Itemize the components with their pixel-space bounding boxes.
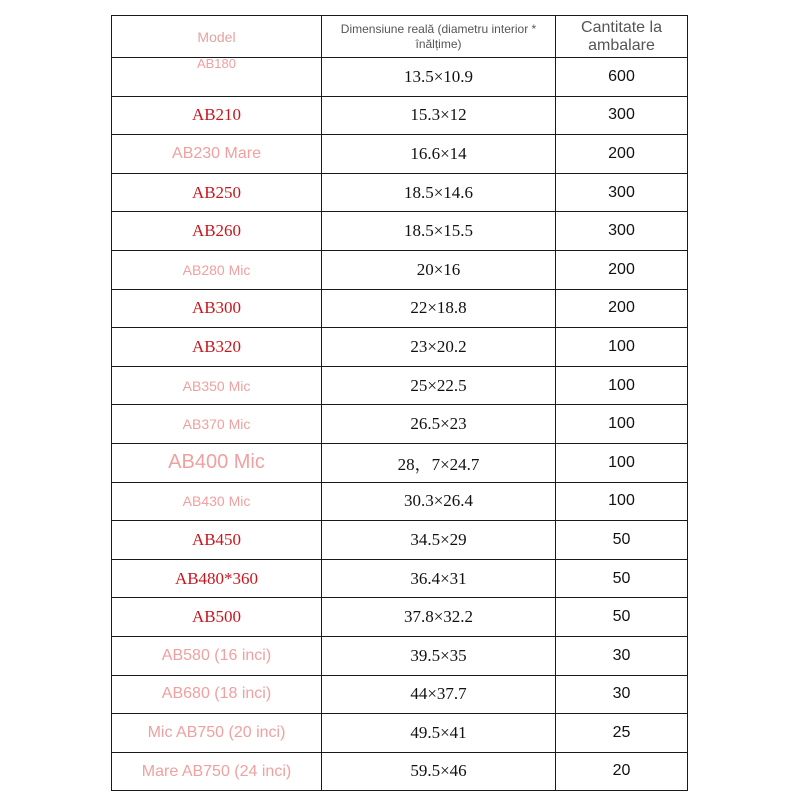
model-label: AB180 — [196, 57, 237, 71]
quantity-cell: 600 — [556, 58, 688, 97]
table-row — [112, 212, 688, 251]
model-cell: AB430 Mic — [112, 482, 322, 521]
dimension-cell: 30.3×26.4 — [322, 482, 556, 521]
dimension-cell: 20×16 — [322, 250, 556, 289]
table-row — [112, 366, 688, 405]
table-row — [112, 328, 688, 367]
quantity-cell: 200 — [556, 250, 688, 289]
quantity-cell: 50 — [556, 559, 688, 598]
table-row — [112, 559, 688, 598]
dimension-cell: 39.5×35 — [322, 636, 556, 675]
dimension-cell: 15.3×12 — [322, 96, 556, 135]
model-cell: AB300 — [112, 289, 322, 328]
model-cell: AB320 — [112, 328, 322, 367]
quantity-cell: 300 — [556, 212, 688, 251]
dimension-cell: 34.5×29 — [322, 521, 556, 560]
quantity-cell: 100 — [556, 366, 688, 405]
quantity-cell: 200 — [556, 289, 688, 328]
table-row — [112, 598, 688, 637]
table-row — [112, 482, 688, 521]
dimension-cell: 13.5×10.9 — [322, 58, 556, 97]
dimension-cell: 22×18.8 — [322, 289, 556, 328]
model-cell: AB480*360 — [112, 559, 322, 598]
product-size-table — [111, 15, 688, 791]
dimension-cell: 25×22.5 — [322, 366, 556, 405]
dimension-cell: 23×20.2 — [322, 328, 556, 367]
model-cell: AB450 — [112, 521, 322, 560]
header-row — [112, 16, 688, 58]
quantity-cell: 300 — [556, 173, 688, 212]
dimension-cell: 18.5×14.6 — [322, 173, 556, 212]
quantity-cell: 30 — [556, 675, 688, 714]
table-row — [112, 636, 688, 675]
dimension-cell: 18.5×15.5 — [322, 212, 556, 251]
quantity-cell: 100 — [556, 443, 688, 482]
model-cell: AB400 Mic — [112, 443, 322, 482]
dimension-column-header: Dimensiune reală (diametru interior * înălțime) — [322, 16, 556, 58]
quantity-column-header: Cantitate la ambalare — [556, 16, 688, 58]
table-row — [112, 135, 688, 174]
table-row — [112, 752, 688, 791]
quantity-cell: 30 — [556, 636, 688, 675]
model-cell: AB350 Mic — [112, 366, 322, 405]
table-row — [112, 250, 688, 289]
dimension-cell: 16.6×14 — [322, 135, 556, 174]
dimension-cell: 37.8×32.2 — [322, 598, 556, 637]
dimension-cell: 28，7×24.7 — [322, 443, 556, 482]
model-cell: AB680 (18 inci) — [112, 675, 322, 714]
table-row — [112, 289, 688, 328]
model-cell: AB230 Mare — [112, 135, 322, 174]
table-row — [112, 173, 688, 212]
dimension-cell: 59.5×46 — [322, 752, 556, 791]
model-cell: AB280 Mic — [112, 250, 322, 289]
model-cell: Mare AB750 (24 inci) — [112, 752, 322, 791]
quantity-cell: 100 — [556, 405, 688, 444]
quantity-cell: 200 — [556, 135, 688, 174]
table-row — [112, 405, 688, 444]
model-cell: AB500 — [112, 598, 322, 637]
model-column-header: Model — [112, 16, 322, 58]
quantity-cell: 25 — [556, 714, 688, 753]
table-row — [112, 58, 688, 97]
model-cell: AB250 — [112, 173, 322, 212]
model-cell — [112, 58, 322, 97]
table-row — [112, 521, 688, 560]
quantity-cell: 20 — [556, 752, 688, 791]
model-cell: Mic AB750 (20 inci) — [112, 714, 322, 753]
quantity-cell: 300 — [556, 96, 688, 135]
quantity-cell: 100 — [556, 328, 688, 367]
table-row — [112, 675, 688, 714]
dimension-cell: 36.4×31 — [322, 559, 556, 598]
table-row — [112, 443, 688, 482]
table-row — [112, 714, 688, 753]
dimension-cell: 44×37.7 — [322, 675, 556, 714]
table-row — [112, 96, 688, 135]
quantity-cell: 50 — [556, 521, 688, 560]
model-cell: AB210 — [112, 96, 322, 135]
quantity-cell: 100 — [556, 482, 688, 521]
dimension-cell: 26.5×23 — [322, 405, 556, 444]
quantity-cell: 50 — [556, 598, 688, 637]
model-cell: AB370 Mic — [112, 405, 322, 444]
model-cell: AB580 (16 inci) — [112, 636, 322, 675]
dimension-cell: 49.5×41 — [322, 714, 556, 753]
model-cell: AB260 — [112, 212, 322, 251]
